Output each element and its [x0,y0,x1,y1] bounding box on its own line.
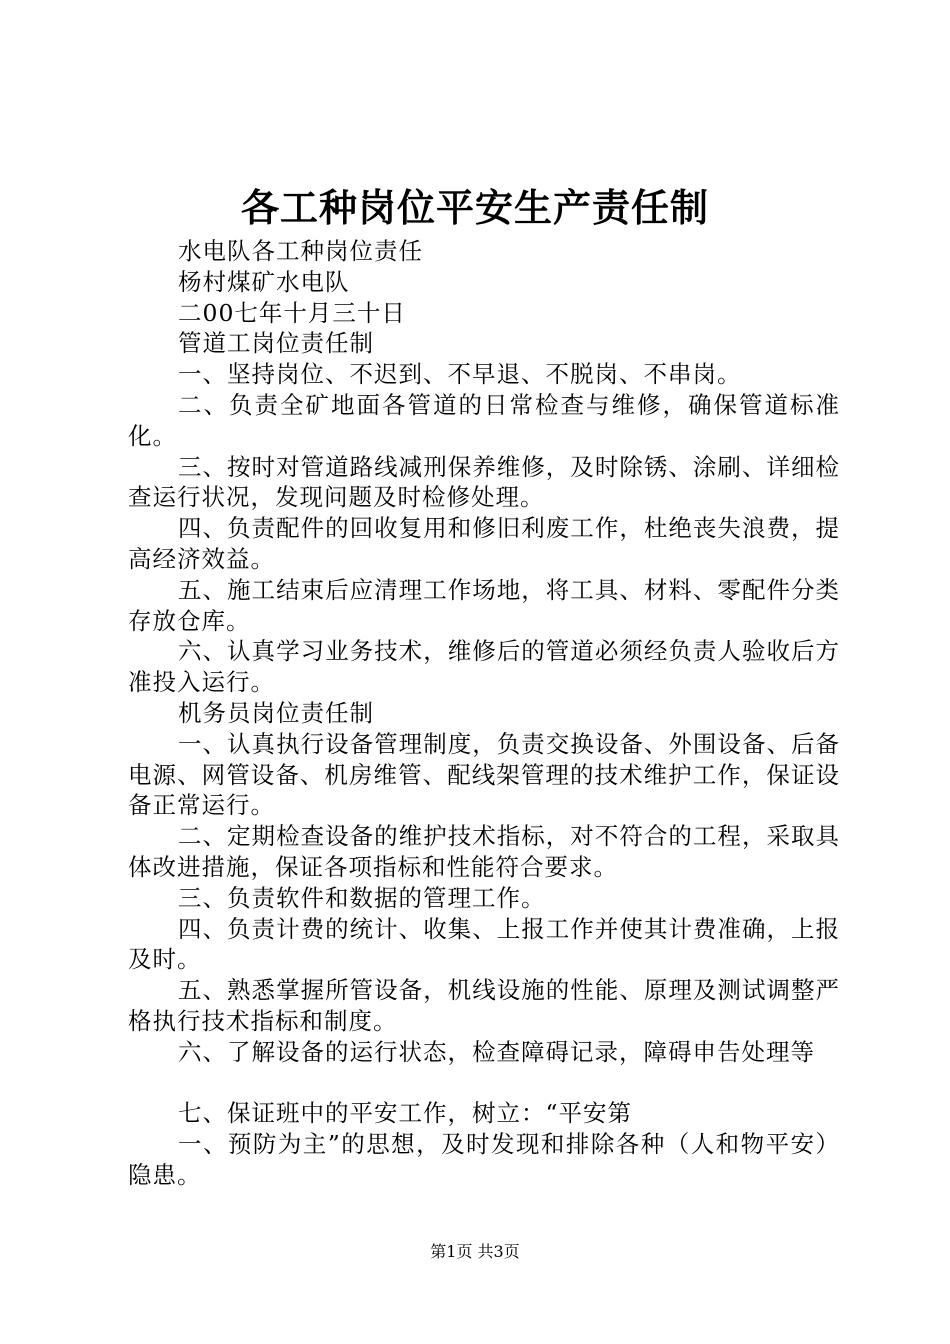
paragraph-date: 二00七年十月三十日 [178,298,406,327]
paragraph-item: 六、了解设备的运行状态，检查障碍记录，障碍申告处理等 [178,1037,815,1066]
page-title: 各工种岗位平安生产责任制 [240,185,709,230]
section-heading-pipe-worker: 管道工岗位责任制 [178,329,374,358]
document-body [128,236,840,1191]
paragraph-item: 三、负责软件和数据的管理工作。 [178,883,546,912]
paragraph-item: 六、认真学习业务技术，维修后的管道必须经负责人验收后方准投入运行。 [128,637,840,697]
paragraph-item: 四、负责配件的回收复用和修旧利废工作，杜绝丧失浪费，提高经济效益。 [128,514,840,573]
paragraph-item: 二、定期检查设备的维护技术指标，对不符合的工程，采取具体改进措施，保证各项指标和性能符合要求。 [128,822,840,881]
paragraph-organization: 杨村煤矿水电队 [178,267,350,296]
paragraph-item: 一、认真执行设备管理制度，负责交换设备、外围设备、后备电源、网管设备、机房维管、配线架管理的技术维护工作，保证设备正常运行。 [128,729,840,820]
paragraph-item: 五、施工结束后应清理工作场地，将工具、材料、零配件分类存放仓库。 [128,575,840,635]
paragraph-unit-heading: 水电队各工种岗位责任 [178,237,423,265]
paragraph-item: 五、熟悉掌握所管设备，机线设施的性能、原理及测试调整严格执行技术指标和制度。 [128,976,840,1035]
section-heading-machine-operator: 机务员岗位责任制 [178,698,374,727]
paragraph-item: 四、负责计费的统计、收集、上报工作并使其计费准确，上报及时。 [128,914,840,974]
blank-line [128,1068,840,1099]
page-number: 第1页 共3页 [430,1242,520,1261]
paragraph-item: 七、保证班中的平安工作，树立：“平安第 [178,1099,633,1128]
paragraph-item: 一、预防为主”的思想，及时发现和排除各种（人和物平安）隐患。 [128,1130,840,1189]
paragraph-item: 三、按时对管道路线减刑保养维修，及时除锈、涂刷、详细检查运行状况，发现问题及时检修处理。 [128,452,840,512]
paragraph-item: 一、坚持岗位、不迟到、不早退、不脱岗、不串岗。 [178,360,742,389]
paragraph-item: 二、负责全矿地面各管道的日常检查与维修，确保管道标准化。 [128,390,840,450]
